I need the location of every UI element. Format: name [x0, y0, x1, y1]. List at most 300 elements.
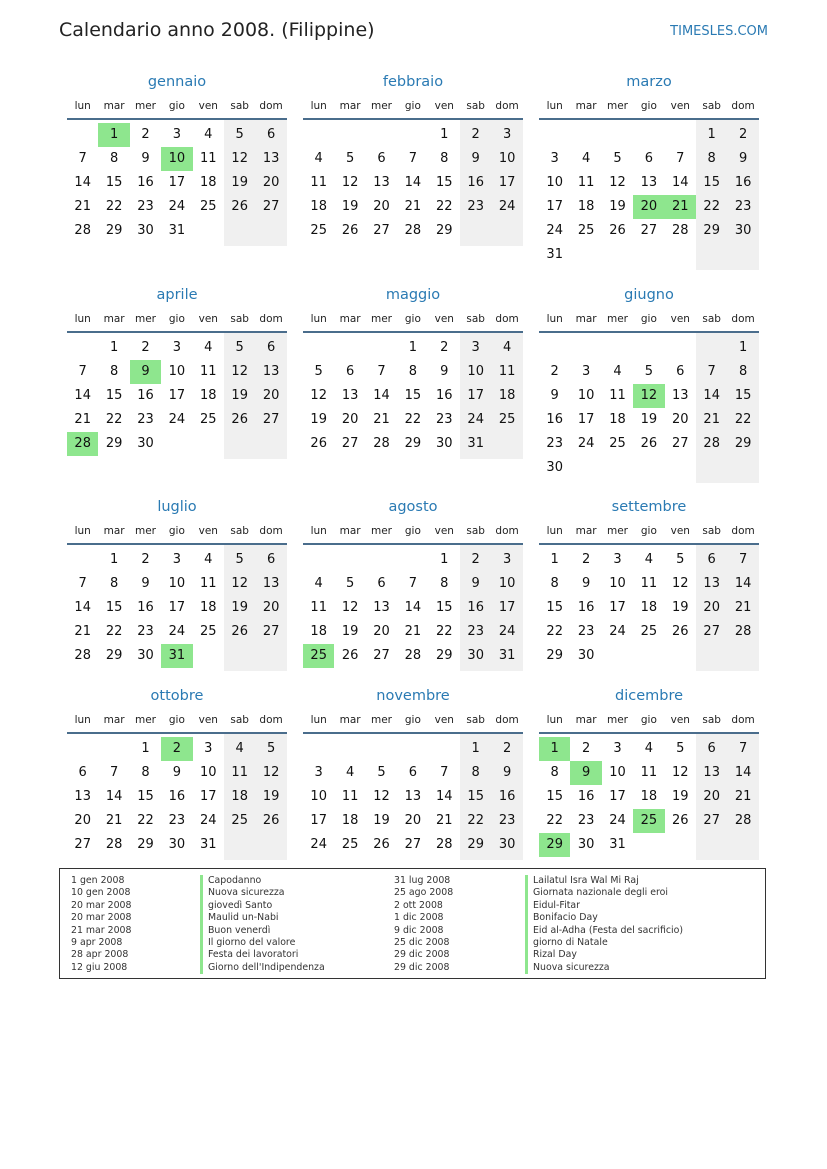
day-cell: 14 [74, 388, 91, 403]
day-cell: 11 [200, 364, 217, 379]
month-name: settembre [611, 499, 687, 515]
month-name: marzo [626, 74, 672, 90]
day-cell: 30 [546, 460, 563, 475]
day-cell: 21 [74, 412, 91, 427]
day-cell: 19 [341, 199, 359, 214]
day-cell: 7 [408, 576, 418, 591]
day-cell: 30 [577, 837, 595, 852]
day-cell: 28 [105, 837, 123, 852]
day-cell: 18 [640, 600, 658, 615]
day-cell: 6 [78, 765, 87, 780]
legend-date: 20 mar 2008 [71, 912, 132, 924]
day-cell: 26 [373, 837, 390, 852]
legend-date: 20 mar 2008 [71, 899, 132, 911]
legend-date: 21 mar 2008 [71, 924, 132, 936]
day-cell: 18 [200, 175, 217, 190]
weekday-label: mer [134, 714, 156, 726]
legend-holiday-name: Giorno dell'Indipendenza [200, 962, 325, 974]
day-cell: 31 [546, 247, 563, 262]
day-cell: 11 [609, 388, 626, 403]
site-logo-text[interactable]: TIMESLES.COM [670, 24, 768, 39]
day-cell: 17 [498, 175, 516, 190]
day-cell: 23 [546, 436, 563, 451]
holiday-day-cell: 1 [539, 737, 570, 761]
day-cell: 5 [676, 552, 685, 567]
day-cell: 11 [341, 789, 359, 804]
day-cell: 3 [172, 127, 182, 142]
day-cell: 24 [168, 412, 186, 427]
day-cell: 25 [577, 223, 595, 238]
day-cell: 12 [672, 765, 689, 780]
legend-holiday-name: Il giorno del valore [200, 937, 325, 949]
weekday-label: mar [103, 714, 125, 726]
day-cell: 20 [262, 600, 280, 615]
day-cell: 4 [204, 127, 213, 142]
legend-date: 29 dic 2008 [394, 961, 450, 973]
day-cell: 17 [310, 813, 327, 828]
day-cell: 18 [310, 199, 327, 214]
month-name: febbraio [382, 74, 444, 90]
day-cell: 2 [471, 552, 480, 567]
holiday-day-cell: 2 [161, 737, 192, 761]
weekday-label: mar [339, 525, 361, 537]
day-cell: 19 [640, 412, 658, 427]
day-cell: 18 [609, 412, 626, 427]
weekday-label: ven [434, 313, 454, 325]
weekday-label: gio [168, 525, 185, 537]
day-cell: 9 [141, 151, 150, 166]
weekday-header [539, 97, 759, 115]
day-cell: 16 [137, 388, 154, 403]
day-cell: 6 [266, 127, 276, 142]
day-cell: 7 [78, 151, 87, 166]
day-cell: 28 [703, 436, 720, 451]
day-cell: 13 [640, 175, 658, 190]
weekday-label: lun [310, 100, 327, 112]
day-cell: 24 [609, 813, 626, 828]
day-cell: 7 [440, 765, 449, 780]
weekday-label: mer [370, 714, 392, 726]
day-cell: 23 [137, 624, 154, 639]
day-cell: 26 [640, 436, 658, 451]
day-cell: 15 [703, 175, 720, 190]
holiday-day-cell: 12 [633, 384, 664, 408]
month-dicembre [539, 687, 759, 860]
legend-dates-left [71, 875, 131, 974]
day-cell: 16 [467, 600, 484, 615]
day-cell: 2 [440, 340, 449, 355]
weekday-label: mer [606, 100, 628, 112]
day-cell: 30 [137, 436, 154, 451]
day-cell: 7 [78, 364, 87, 379]
weekday-label: dom [495, 525, 519, 537]
day-cell: 25 [200, 199, 217, 214]
day-cell: 29 [137, 837, 154, 852]
day-cell: 12 [231, 364, 248, 379]
day-cell: 11 [640, 765, 658, 780]
day-cell: 11 [640, 576, 658, 591]
day-cell: 29 [105, 436, 123, 451]
day-cell: 1 [738, 340, 748, 355]
day-cell: 15 [436, 175, 453, 190]
day-cell: 5 [377, 765, 386, 780]
day-cell: 14 [436, 789, 453, 804]
weekday-header [539, 310, 759, 328]
legend-holiday-name: Giornata nazionale degli eroi [525, 887, 683, 899]
day-cell: 8 [109, 151, 119, 166]
weekday-label: mar [339, 100, 361, 112]
day-cell: 24 [609, 624, 626, 639]
day-cell: 13 [341, 388, 359, 403]
weekday-label: dom [731, 313, 755, 325]
day-cell: 29 [404, 436, 422, 451]
day-cell: 23 [498, 813, 516, 828]
weekday-label: lun [546, 313, 563, 325]
day-cell: 9 [471, 576, 480, 591]
day-cell: 4 [502, 340, 512, 355]
legend-holiday-name: Bonifacio Day [525, 912, 683, 924]
day-cell: 19 [672, 600, 689, 615]
day-cell: 10 [200, 765, 217, 780]
legend-date: 31 lug 2008 [394, 875, 451, 886]
day-cell: 3 [581, 364, 591, 379]
day-cell: 4 [644, 741, 654, 756]
day-grid [539, 734, 759, 860]
day-cell: 28 [404, 648, 422, 663]
day-cell: 26 [262, 813, 280, 828]
day-cell: 7 [109, 765, 119, 780]
weekday-label: sab [702, 525, 721, 537]
day-cell: 3 [613, 741, 622, 756]
day-cell: 14 [404, 600, 422, 615]
day-cell: 10 [609, 576, 626, 591]
day-cell: 11 [200, 151, 217, 166]
day-cell: 30 [168, 837, 186, 852]
day-cell: 6 [377, 151, 386, 166]
day-cell: 2 [502, 741, 512, 756]
weekday-label: lun [546, 714, 563, 726]
day-cell: 13 [74, 789, 91, 804]
legend-holiday-name: Nuova sicurezza [525, 962, 683, 974]
day-cell: 25 [609, 436, 626, 451]
day-cell: 29 [546, 648, 563, 663]
day-cell: 8 [440, 576, 449, 591]
day-cell: 27 [640, 223, 658, 238]
day-grid [539, 333, 759, 483]
day-cell: 27 [703, 813, 720, 828]
day-cell: 9 [550, 388, 559, 403]
weekday-label: lun [310, 525, 327, 537]
weekday-header [303, 97, 523, 115]
weekday-label: mar [575, 100, 597, 112]
day-cell: 4 [581, 151, 591, 166]
month-settembre [539, 498, 759, 671]
day-cell: 13 [703, 765, 720, 780]
weekday-label: ven [198, 100, 218, 112]
day-cell: 9 [581, 576, 591, 591]
weekday-label: mar [575, 313, 597, 325]
day-cell: 10 [168, 364, 186, 379]
day-cell: 20 [373, 624, 390, 639]
day-grid [303, 333, 523, 459]
weekday-label: lun [74, 100, 91, 112]
day-cell: 16 [436, 388, 453, 403]
day-cell: 22 [436, 199, 453, 214]
day-cell: 5 [314, 364, 323, 379]
page-title: Calendario anno 2008. (Filippine) [59, 19, 375, 41]
day-cell: 20 [703, 600, 720, 615]
day-cell: 1 [550, 552, 559, 567]
day-cell: 3 [172, 552, 182, 567]
day-cell: 10 [310, 789, 327, 804]
day-cell: 14 [734, 765, 752, 780]
day-cell: 25 [231, 813, 248, 828]
day-cell: 14 [734, 576, 752, 591]
weekday-label: sab [466, 313, 485, 325]
day-cell: 27 [341, 436, 359, 451]
weekday-label: sab [702, 714, 721, 726]
day-cell: 11 [577, 175, 595, 190]
day-cell: 3 [204, 741, 213, 756]
day-cell: 26 [310, 436, 327, 451]
day-cell: 8 [141, 765, 150, 780]
month-name: ottobre [150, 688, 204, 704]
day-cell: 25 [341, 837, 359, 852]
legend-date: 25 ago 2008 [394, 887, 454, 899]
holiday-day-cell: 20 [633, 195, 664, 219]
weekday-label: mar [339, 714, 361, 726]
day-cell: 25 [200, 624, 217, 639]
day-cell: 23 [734, 199, 752, 214]
day-cell: 16 [577, 789, 595, 804]
day-cell: 22 [137, 813, 154, 828]
legend-holiday-name: Nuova sicurezza [200, 887, 325, 899]
day-cell: 2 [141, 127, 150, 142]
weekday-label: mar [103, 313, 125, 325]
weekday-label: dom [259, 100, 283, 112]
day-cell: 6 [266, 552, 276, 567]
day-cell: 26 [672, 813, 689, 828]
day-cell: 29 [436, 648, 453, 663]
day-cell: 27 [672, 436, 689, 451]
day-cell: 27 [262, 412, 280, 427]
day-cell: 5 [345, 151, 355, 166]
day-cell: 2 [471, 127, 480, 142]
day-cell: 5 [235, 127, 244, 142]
day-cell: 26 [672, 624, 689, 639]
day-cell: 19 [341, 624, 359, 639]
day-cell: 23 [577, 624, 595, 639]
day-cell: 23 [467, 199, 484, 214]
day-cell: 15 [105, 175, 123, 190]
weekday-label: sab [702, 313, 721, 325]
weekday-label: dom [259, 313, 283, 325]
legend-date: 2 ott 2008 [394, 899, 443, 911]
weekday-header [303, 711, 523, 729]
day-cell: 1 [471, 741, 480, 756]
day-cell: 30 [577, 648, 595, 663]
day-cell: 1 [440, 127, 449, 142]
day-cell: 17 [200, 789, 217, 804]
day-cell: 1 [109, 552, 119, 567]
weekday-header [539, 711, 759, 729]
day-cell: 22 [467, 813, 484, 828]
day-cell: 1 [440, 552, 449, 567]
legend-names-right [525, 875, 683, 974]
day-cell: 4 [204, 340, 213, 355]
month-novembre [303, 687, 523, 860]
legend-holiday-name: Maulid un-Nabi [200, 912, 325, 924]
day-cell: 22 [105, 412, 123, 427]
day-cell: 27 [373, 223, 390, 238]
day-cell: 15 [404, 388, 422, 403]
day-cell: 28 [373, 436, 390, 451]
month-name: novembre [376, 688, 450, 704]
day-cell: 25 [640, 624, 658, 639]
day-cell: 22 [105, 199, 123, 214]
day-cell: 18 [200, 388, 217, 403]
day-cell: 16 [577, 600, 595, 615]
weekday-label: ven [434, 100, 454, 112]
weekday-label: mar [339, 313, 361, 325]
legend-date: 12 giu 2008 [71, 961, 128, 973]
legend-date: 29 dic 2008 [394, 949, 450, 961]
day-cell: 3 [613, 552, 622, 567]
day-cell: 26 [341, 648, 359, 663]
legend-date: 9 apr 2008 [71, 936, 123, 948]
day-cell: 10 [168, 576, 186, 591]
month-aprile [67, 286, 287, 459]
day-cell: 14 [672, 175, 689, 190]
day-cell: 30 [734, 223, 752, 238]
day-cell: 24 [168, 199, 186, 214]
day-cell: 3 [471, 340, 480, 355]
weekday-label: gio [168, 714, 185, 726]
legend-holiday-name: Capodanno [200, 875, 325, 887]
day-cell: 1 [141, 741, 150, 756]
weekday-label: sab [466, 100, 485, 112]
day-cell: 19 [231, 388, 248, 403]
weekday-label: gio [640, 525, 657, 537]
day-cell: 17 [498, 600, 516, 615]
month-name: giugno [624, 287, 674, 303]
day-cell: 9 [440, 364, 449, 379]
day-cell: 22 [734, 412, 752, 427]
day-cell: 22 [546, 624, 563, 639]
month-name: aprile [156, 287, 198, 303]
day-cell: 27 [703, 624, 720, 639]
weekday-label: mer [134, 313, 156, 325]
weekday-label: ven [670, 100, 690, 112]
day-cell: 3 [550, 151, 559, 166]
weekday-label: sab [702, 100, 721, 112]
legend-holiday-name: Festa dei lavoratori [200, 949, 325, 961]
day-cell: 1 [408, 340, 418, 355]
day-cell: 6 [644, 151, 654, 166]
day-cell: 31 [609, 837, 626, 852]
month-name: gennaio [147, 74, 207, 90]
day-cell: 14 [373, 388, 390, 403]
day-cell: 9 [141, 576, 150, 591]
day-cell: 30 [498, 837, 516, 852]
day-cell: 28 [404, 223, 422, 238]
day-cell: 8 [471, 765, 480, 780]
weekday-label: sab [230, 313, 249, 325]
day-cell: 6 [377, 576, 386, 591]
day-cell: 11 [200, 576, 217, 591]
day-cell: 19 [231, 600, 248, 615]
day-cell: 24 [498, 199, 516, 214]
day-grid [539, 545, 759, 671]
weekday-label: sab [230, 100, 249, 112]
day-cell: 16 [137, 175, 154, 190]
day-cell: 30 [137, 648, 154, 663]
day-cell: 21 [734, 600, 752, 615]
day-cell: 26 [231, 412, 248, 427]
day-cell: 22 [105, 624, 123, 639]
day-cell: 11 [498, 364, 516, 379]
day-grid [539, 120, 759, 270]
weekday-label: lun [546, 525, 563, 537]
weekday-label: ven [198, 525, 218, 537]
day-cell: 5 [345, 576, 355, 591]
day-cell: 5 [235, 340, 244, 355]
day-cell: 21 [404, 624, 422, 639]
day-cell: 22 [703, 199, 720, 214]
month-name: luglio [157, 499, 197, 515]
weekday-label: gio [168, 100, 185, 112]
day-cell: 28 [734, 624, 752, 639]
day-cell: 23 [577, 813, 595, 828]
legend-dates-right [394, 875, 453, 974]
legend-holiday-name: giovedì Santo [200, 900, 325, 912]
day-cell: 20 [341, 412, 359, 427]
weekday-label: dom [731, 525, 755, 537]
day-cell: 18 [498, 388, 516, 403]
day-cell: 29 [436, 223, 453, 238]
day-cell: 9 [172, 765, 182, 780]
day-cell: 25 [200, 412, 217, 427]
day-cell: 18 [577, 199, 595, 214]
weekday-label: lun [74, 714, 91, 726]
day-cell: 1 [707, 127, 716, 142]
day-cell: 17 [168, 175, 186, 190]
weekday-label: lun [546, 100, 563, 112]
weekday-label: dom [259, 714, 283, 726]
weekday-label: dom [495, 100, 519, 112]
weekday-label: ven [670, 313, 690, 325]
day-cell: 2 [550, 364, 559, 379]
day-grid [67, 120, 287, 246]
day-cell: 13 [262, 364, 280, 379]
weekday-label: mer [134, 100, 156, 112]
weekday-label: gio [404, 313, 421, 325]
day-cell: 26 [341, 223, 359, 238]
holiday-day-cell: 25 [303, 644, 334, 668]
weekday-label: ven [434, 525, 454, 537]
day-cell: 15 [546, 600, 563, 615]
day-cell: 17 [577, 412, 595, 427]
day-cell: 18 [640, 789, 658, 804]
day-cell: 5 [613, 151, 622, 166]
day-cell: 6 [266, 340, 276, 355]
month-name: maggio [385, 287, 441, 303]
day-cell: 14 [703, 388, 720, 403]
day-cell: 24 [310, 837, 327, 852]
month-giugno [539, 286, 759, 483]
day-cell: 29 [703, 223, 720, 238]
weekday-header [67, 522, 287, 540]
